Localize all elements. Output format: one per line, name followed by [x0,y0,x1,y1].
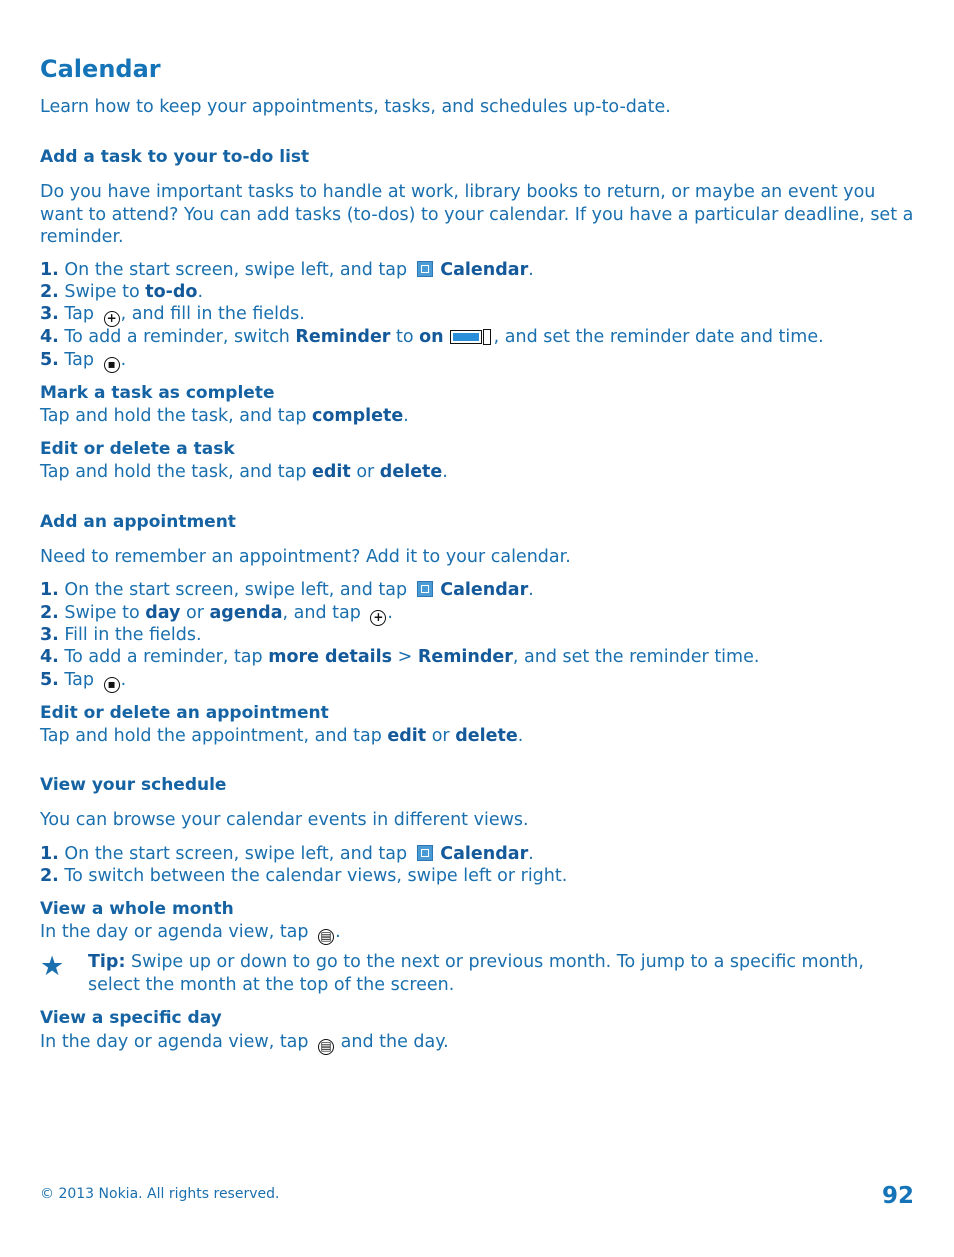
subtitle-view-month: View a whole month [40,899,234,919]
page-title: Calendar [40,55,161,83]
month-view-icon: ▤ [318,1039,334,1055]
task-step-4: 4. To add a reminder, switch Reminder to on , and set the reminder date and time. [40,327,824,347]
appt-step-5: 5. Tap ▪ . [40,670,127,691]
save-circle-icon: ▪ [104,677,120,693]
edit-appointment-text: Tap and hold the appointment, and tap edit or delete. [40,726,524,746]
page-number: 92 [881,1183,914,1209]
section-para-view-schedule: You can browse your calendar events in different views. [40,810,529,830]
section-title-add-task: Add a task to your to-do list [40,147,310,167]
subtitle-view-day: View a specific day [40,1008,222,1028]
calendar-tile-icon [417,845,433,861]
appt-step-2: 2. Swipe to day or agenda, and tap + . [40,603,393,624]
section-title-add-appointment: Add an appointment [40,512,236,532]
mark-complete-text: Tap and hold the task, and tap complete. [40,406,409,426]
intro-text: Learn how to keep your appointments, tasks, and schedules up-to-date. [40,97,671,117]
subtitle-edit-appointment: Edit or delete an appointment [40,703,329,723]
section-para-add-task: Do you have important tasks to handle at work, library books to return, or maybe an event you want to attend? You can add tasks (to-dos) to your calendar. If you have a particular deadline, set a reminder. [40,182,914,247]
toggle-on-icon [450,330,492,344]
task-step-1: 1. On the start screen, swipe left, and tap Calendar. [40,260,534,280]
task-step-2: 2. Swipe to to-do. [40,282,204,302]
subtitle-mark-complete: Mark a task as complete [40,383,275,403]
star-icon: ★ [40,951,65,982]
plus-circle-icon: + [370,610,386,626]
view-month-text: In the day or agenda view, tap ▤ . [40,922,341,943]
save-circle-icon: ▪ [104,357,120,373]
month-view-icon: ▤ [318,929,334,945]
schedule-step-1: 1. On the start screen, swipe left, and tap Calendar. [40,844,534,864]
view-day-text: In the day or agenda view, tap ▤ and the day. [40,1032,449,1053]
edit-task-text: Tap and hold the task, and tap edit or delete. [40,462,448,482]
plus-circle-icon: + [104,311,120,327]
schedule-step-2: 2. To switch between the calendar views, swipe left or right. [40,866,568,886]
section-title-view-schedule: View your schedule [40,775,227,795]
appt-step-3: 3. Fill in the fields. [40,625,202,645]
appt-step-4: 4. To add a reminder, tap more details > Reminder, and set the reminder time. [40,647,760,667]
task-step-3: 3. Tap + , and fill in the fields. [40,304,305,325]
subtitle-edit-task: Edit or delete a task [40,439,235,459]
appt-step-1: 1. On the start screen, swipe left, and tap Calendar. [40,580,534,600]
task-step-5: 5. Tap ▪ . [40,350,127,371]
calendar-tile-icon [417,261,433,277]
copyright-footer: © 2013 Nokia. All rights reserved. [40,1186,280,1202]
section-para-add-appointment: Need to remember an appointment? Add it to your calendar. [40,547,571,567]
tip-text: Tip: Swipe up or down to go to the next or previous month. To jump to a specific month, select the month at the top of the screen. [88,952,864,995]
calendar-tile-icon [417,581,433,597]
